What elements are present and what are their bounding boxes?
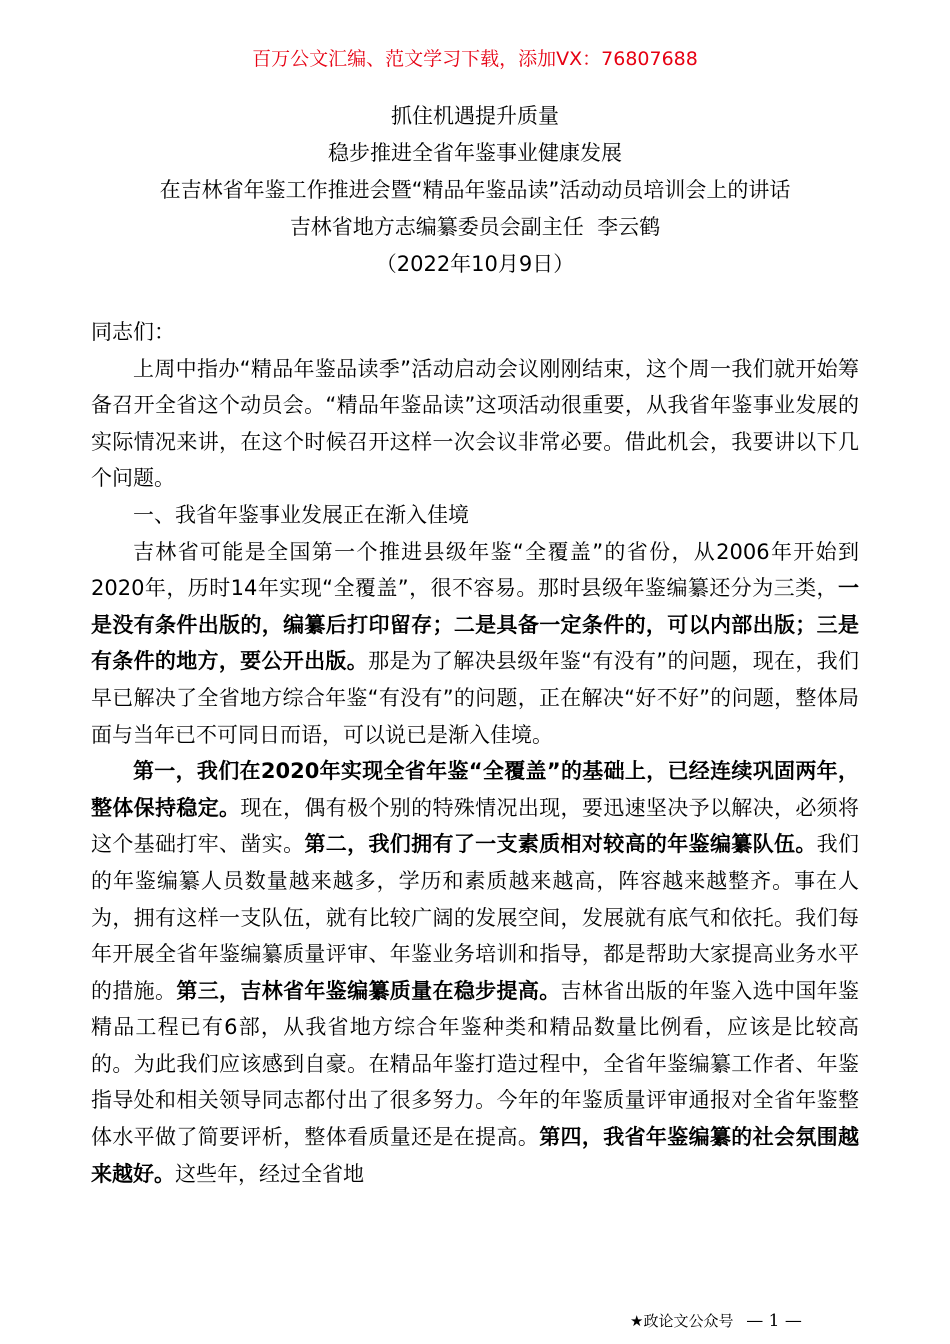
speech-body: [91, 314, 859, 1192]
paragraph-2-bold: 一是没有条件出版的，编纂后打印留存；二是具备一定条件的，可以内部出版；三是有条件的地方，要公开出版。: [91, 576, 859, 674]
section-heading-1: 一、我省年鉴事业发展正在渐入佳境: [133, 502, 469, 527]
title-block: [0, 98, 950, 283]
title-line-3: 在吉林省年鉴工作推进会暨“精品年鉴品读”活动动员培训会上的讲话: [159, 178, 791, 202]
title-line-2: 稳步推进全省年鉴事业健康发展: [328, 141, 622, 165]
paragraph-2-text-c: 那是为了解决县级年鉴“有没有”的问题，现在，我们早已解决了全省地方综合年鉴“有没有”的问题，正在解决“好不好”的问题，整体局面与当年已不可同日而语，可以说已是渐入佳境。: [91, 649, 859, 747]
paragraph-1: 上周中指办“精品年鉴品读季”活动启动会议刚刚结束，这个周一我们就开始筹备召开全省这个动员会。“精品年鉴品读”这项活动很重要，从我省年鉴事业发展的实际情况来讲，在这个时候召开这样一次会议非常必要。借此机会，我要讲以下几个问题。: [91, 356, 859, 491]
date-line: （2022年10月9日）: [375, 252, 575, 276]
point-2-bold: 第二，我们拥有了一支素质相对较高的年鉴编纂队伍。: [304, 832, 817, 857]
paragraph-3: [91, 753, 859, 1192]
title-line-1: 抓住机遇提升质量: [391, 104, 559, 128]
page-footer: [630, 1310, 802, 1332]
paragraph-2-text-a: 吉林省可能是全国第一个推进县级年鉴“全覆盖”的省份，从2006年开始到2020年，历时14年实现“全覆盖”，很不容易。那时县级年鉴编纂还分为三类，: [91, 539, 859, 601]
point-3-text: 吉林省出版的年鉴入选中国年鉴精品工程已有6部，从我省地方综合年鉴种类和精品数量比例看，应该是比较高的。为此我们应该感到自豪。在精品年鉴打造过程中，全省年鉴编纂工作者、年鉴指导处和相关领导同志都付出了很多努力。今年的年鉴质量评审通报对全省年鉴整体水平做了简要评析，整体看质量还是在提高。: [91, 978, 860, 1150]
point-1-text: 现在，偶有极个别的特殊情况出现，要迅速坚决予以解决，必须将这个基础打牢、凿实。: [91, 795, 860, 857]
point-4-text: 这些年，经过全省地: [175, 1161, 364, 1186]
point-3-bold: 第三，吉林省年鉴编纂质量在稳步提高。: [176, 978, 561, 1003]
point-4-bold: 第四，我省年鉴编纂的社会氛围越来越好。: [91, 1125, 860, 1186]
page-number: — 1 —: [746, 1311, 802, 1331]
speaker-line: 吉林省地方志编纂委员会副主任 李云鹤: [289, 215, 661, 239]
salutation: 同志们：: [91, 320, 175, 344]
header-banner: 百万公文汇编、范文学习下载，添加VX：76807688: [252, 48, 698, 70]
paragraph-2: [91, 534, 859, 754]
footer-source: ★政论文公众号: [630, 1312, 734, 1330]
point-2-text: 我们的年鉴编纂人员数量越来越多，学历和素质越来越高，阵容越来越整齐。事在人为，拥有这样一支队伍，就有比较广阔的发展空间，发展就有底气和依托。我们每年开展全省年鉴编纂质量评审、年鉴业务培训和指导，都是帮助大家提高业务水平的措施。: [91, 832, 860, 1003]
point-1-bold: 第一，我们在2020年实现全省年鉴“全覆盖”的基础上，已经连续巩固两年，整体保持稳定。: [91, 759, 859, 820]
